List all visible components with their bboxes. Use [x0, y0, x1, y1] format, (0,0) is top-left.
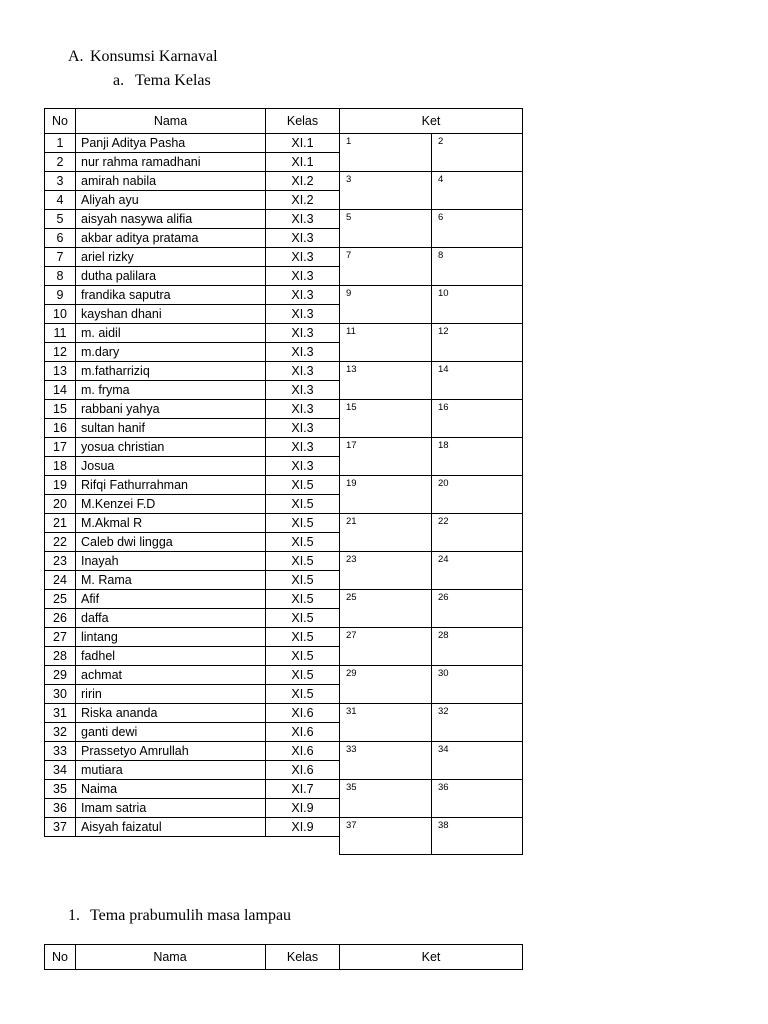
cell-nama: Aisyah faizatul	[76, 818, 266, 837]
cell-no: 1	[45, 134, 76, 153]
cell-no: 2	[45, 153, 76, 172]
second-header-nama: Nama	[76, 945, 266, 970]
table-row	[45, 362, 523, 381]
second-header-ket: Ket	[340, 945, 523, 970]
ket-cell: 13	[340, 362, 432, 400]
cell-nama: fadhel	[76, 647, 266, 666]
cell-no: 37	[45, 818, 76, 837]
ket-cell: 14	[432, 362, 523, 400]
cell-kelas: XI.3	[266, 324, 340, 343]
table-row	[45, 476, 523, 495]
cell-no: 8	[45, 267, 76, 286]
cell-kelas: XI.5	[266, 552, 340, 571]
cell-kelas: XI.3	[266, 457, 340, 476]
table-row	[45, 666, 523, 685]
ket-cell: 32	[432, 704, 523, 742]
ket-cell: 23	[340, 552, 432, 590]
cell-nama: akbar aditya pratama	[76, 229, 266, 248]
cell-nama: frandika saputra	[76, 286, 266, 305]
ket-cell: 9	[340, 286, 432, 324]
cell-kelas: XI.5	[266, 533, 340, 552]
table-row	[45, 780, 523, 799]
cell-kelas: XI.6	[266, 761, 340, 780]
cell-no: 31	[45, 704, 76, 723]
second-table	[44, 944, 523, 970]
ket-cell: 26	[432, 590, 523, 628]
subsection-label: a.	[113, 72, 125, 89]
table-row	[45, 552, 523, 571]
cell-kelas: XI.3	[266, 381, 340, 400]
ket-cell: 37	[340, 818, 432, 855]
ket-cell: 8	[432, 248, 523, 286]
cell-no: 3	[45, 172, 76, 191]
subsection-heading	[113, 72, 211, 90]
cell-no: 5	[45, 210, 76, 229]
cell-no: 34	[45, 761, 76, 780]
cell-kelas: XI.6	[266, 742, 340, 761]
cell-nama: ririn	[76, 685, 266, 704]
cell-kelas: XI.7	[266, 780, 340, 799]
cell-nama: Rifqi Fathurrahman	[76, 476, 266, 495]
ket-cell: 18	[432, 438, 523, 476]
cell-no: 22	[45, 533, 76, 552]
ket-cell: 16	[432, 400, 523, 438]
table-row	[45, 324, 523, 343]
cell-no: 14	[45, 381, 76, 400]
column-header-nama: Nama	[76, 109, 266, 134]
cell-no: 10	[45, 305, 76, 324]
cell-no: 33	[45, 742, 76, 761]
cell-nama: lintang	[76, 628, 266, 647]
cell-no: 30	[45, 685, 76, 704]
cell-no: 11	[45, 324, 76, 343]
cell-nama: m. fryma	[76, 381, 266, 400]
cell-kelas: XI.3	[266, 286, 340, 305]
cell-no: 18	[45, 457, 76, 476]
cell-kelas: XI.3	[266, 438, 340, 457]
ket-cell: 2	[432, 134, 523, 172]
cell-kelas: XI.5	[266, 628, 340, 647]
cell-nama: amirah nabila	[76, 172, 266, 191]
cell-kelas: XI.1	[266, 153, 340, 172]
cell-nama: rabbani yahya	[76, 400, 266, 419]
ket-cell: 10	[432, 286, 523, 324]
table-row	[45, 704, 523, 723]
ket-cell: 19	[340, 476, 432, 514]
table-row	[45, 172, 523, 191]
second-label: 1.	[68, 907, 80, 924]
section-heading	[68, 48, 218, 66]
blank-cell	[45, 837, 340, 855]
cell-no: 4	[45, 191, 76, 210]
ket-cell: 35	[340, 780, 432, 818]
table-row	[45, 286, 523, 305]
ket-cell: 33	[340, 742, 432, 780]
cell-nama: M. Rama	[76, 571, 266, 590]
ket-cell: 5	[340, 210, 432, 248]
cell-no: 21	[45, 514, 76, 533]
consumption-table	[44, 108, 523, 855]
cell-no: 15	[45, 400, 76, 419]
cell-kelas: XI.3	[266, 419, 340, 438]
cell-kelas: XI.3	[266, 362, 340, 381]
second-table-header-row	[45, 945, 523, 970]
cell-nama: ganti dewi	[76, 723, 266, 742]
ket-cell: 24	[432, 552, 523, 590]
table-row	[45, 742, 523, 761]
column-header-ket: Ket	[340, 109, 523, 134]
table-header-row	[45, 109, 523, 134]
second-heading	[68, 907, 291, 925]
cell-nama: kayshan dhani	[76, 305, 266, 324]
cell-nama: yosua christian	[76, 438, 266, 457]
cell-kelas: XI.3	[266, 248, 340, 267]
cell-no: 27	[45, 628, 76, 647]
cell-nama: Imam satria	[76, 799, 266, 818]
cell-nama: achmat	[76, 666, 266, 685]
cell-nama: nur rahma ramadhani	[76, 153, 266, 172]
ket-cell: 15	[340, 400, 432, 438]
cell-kelas: XI.9	[266, 799, 340, 818]
cell-no: 25	[45, 590, 76, 609]
cell-nama: Josua	[76, 457, 266, 476]
table-row	[45, 818, 523, 837]
cell-nama: Naima	[76, 780, 266, 799]
cell-kelas: XI.5	[266, 514, 340, 533]
cell-kelas: XI.5	[266, 571, 340, 590]
cell-kelas: XI.3	[266, 305, 340, 324]
cell-kelas: XI.5	[266, 476, 340, 495]
cell-kelas: XI.3	[266, 343, 340, 362]
table-row	[45, 210, 523, 229]
ket-cell: 20	[432, 476, 523, 514]
ket-cell: 29	[340, 666, 432, 704]
section-title: Konsumsi Karnaval	[90, 48, 218, 65]
cell-no: 36	[45, 799, 76, 818]
ket-cell: 3	[340, 172, 432, 210]
cell-kelas: XI.5	[266, 685, 340, 704]
cell-no: 9	[45, 286, 76, 305]
table-row	[45, 628, 523, 647]
ket-cell: 4	[432, 172, 523, 210]
cell-kelas: XI.3	[266, 229, 340, 248]
ket-cell: 28	[432, 628, 523, 666]
ket-cell: 38	[432, 818, 523, 855]
cell-no: 16	[45, 419, 76, 438]
cell-no: 20	[45, 495, 76, 514]
cell-kelas: XI.6	[266, 704, 340, 723]
cell-nama: mutiara	[76, 761, 266, 780]
cell-nama: Riska ananda	[76, 704, 266, 723]
table-row	[45, 134, 523, 153]
ket-cell: 27	[340, 628, 432, 666]
ket-cell: 1	[340, 134, 432, 172]
cell-nama: M.Kenzei F.D	[76, 495, 266, 514]
cell-no: 12	[45, 343, 76, 362]
second-title: Tema prabumulih masa lampau	[90, 907, 292, 924]
ket-cell: 36	[432, 780, 523, 818]
cell-nama: m.dary	[76, 343, 266, 362]
cell-no: 6	[45, 229, 76, 248]
cell-kelas: XI.5	[266, 647, 340, 666]
cell-nama: M.Akmal R	[76, 514, 266, 533]
cell-nama: Caleb dwi lingga	[76, 533, 266, 552]
ket-cell: 12	[432, 324, 523, 362]
cell-kelas: XI.3	[266, 210, 340, 229]
ket-cell: 30	[432, 666, 523, 704]
cell-kelas: XI.5	[266, 609, 340, 628]
column-header-kelas: Kelas	[266, 109, 340, 134]
cell-kelas: XI.6	[266, 723, 340, 742]
cell-no: 19	[45, 476, 76, 495]
cell-nama: Aliyah ayu	[76, 191, 266, 210]
table-row	[45, 438, 523, 457]
cell-nama: Prassetyo Amrullah	[76, 742, 266, 761]
cell-nama: Panji Aditya Pasha	[76, 134, 266, 153]
cell-no: 23	[45, 552, 76, 571]
cell-kelas: XI.3	[266, 400, 340, 419]
cell-no: 24	[45, 571, 76, 590]
cell-no: 35	[45, 780, 76, 799]
table-row	[45, 514, 523, 533]
second-header-kelas: Kelas	[266, 945, 340, 970]
section-label: A.	[68, 48, 84, 65]
cell-no: 13	[45, 362, 76, 381]
ket-cell: 21	[340, 514, 432, 552]
ket-cell: 34	[432, 742, 523, 780]
ket-cell: 17	[340, 438, 432, 476]
cell-nama: m. aidil	[76, 324, 266, 343]
cell-kelas: XI.3	[266, 267, 340, 286]
cell-nama: daffa	[76, 609, 266, 628]
second-header-no: No	[45, 945, 76, 970]
ket-cell: 22	[432, 514, 523, 552]
cell-kelas: XI.5	[266, 495, 340, 514]
ket-cell: 25	[340, 590, 432, 628]
cell-nama: ariel rizky	[76, 248, 266, 267]
cell-kelas: XI.9	[266, 818, 340, 837]
cell-kelas: XI.2	[266, 191, 340, 210]
cell-no: 32	[45, 723, 76, 742]
table-body	[45, 134, 523, 855]
cell-no: 28	[45, 647, 76, 666]
cell-no: 26	[45, 609, 76, 628]
ket-cell: 11	[340, 324, 432, 362]
table-row	[45, 400, 523, 419]
cell-nama: dutha palilara	[76, 267, 266, 286]
cell-kelas: XI.1	[266, 134, 340, 153]
cell-no: 17	[45, 438, 76, 457]
subsection-title: Tema Kelas	[135, 72, 211, 89]
cell-kelas: XI.2	[266, 172, 340, 191]
ket-cell: 7	[340, 248, 432, 286]
cell-kelas: XI.5	[266, 590, 340, 609]
cell-nama: Afif	[76, 590, 266, 609]
cell-nama: aisyah nasywa alifia	[76, 210, 266, 229]
column-header-no: No	[45, 109, 76, 134]
cell-no: 29	[45, 666, 76, 685]
table-row	[45, 590, 523, 609]
table-row	[45, 248, 523, 267]
cell-nama: m.fatharriziq	[76, 362, 266, 381]
cell-nama: Inayah	[76, 552, 266, 571]
cell-kelas: XI.5	[266, 666, 340, 685]
ket-cell: 6	[432, 210, 523, 248]
cell-nama: sultan hanif	[76, 419, 266, 438]
ket-cell: 31	[340, 704, 432, 742]
cell-no: 7	[45, 248, 76, 267]
